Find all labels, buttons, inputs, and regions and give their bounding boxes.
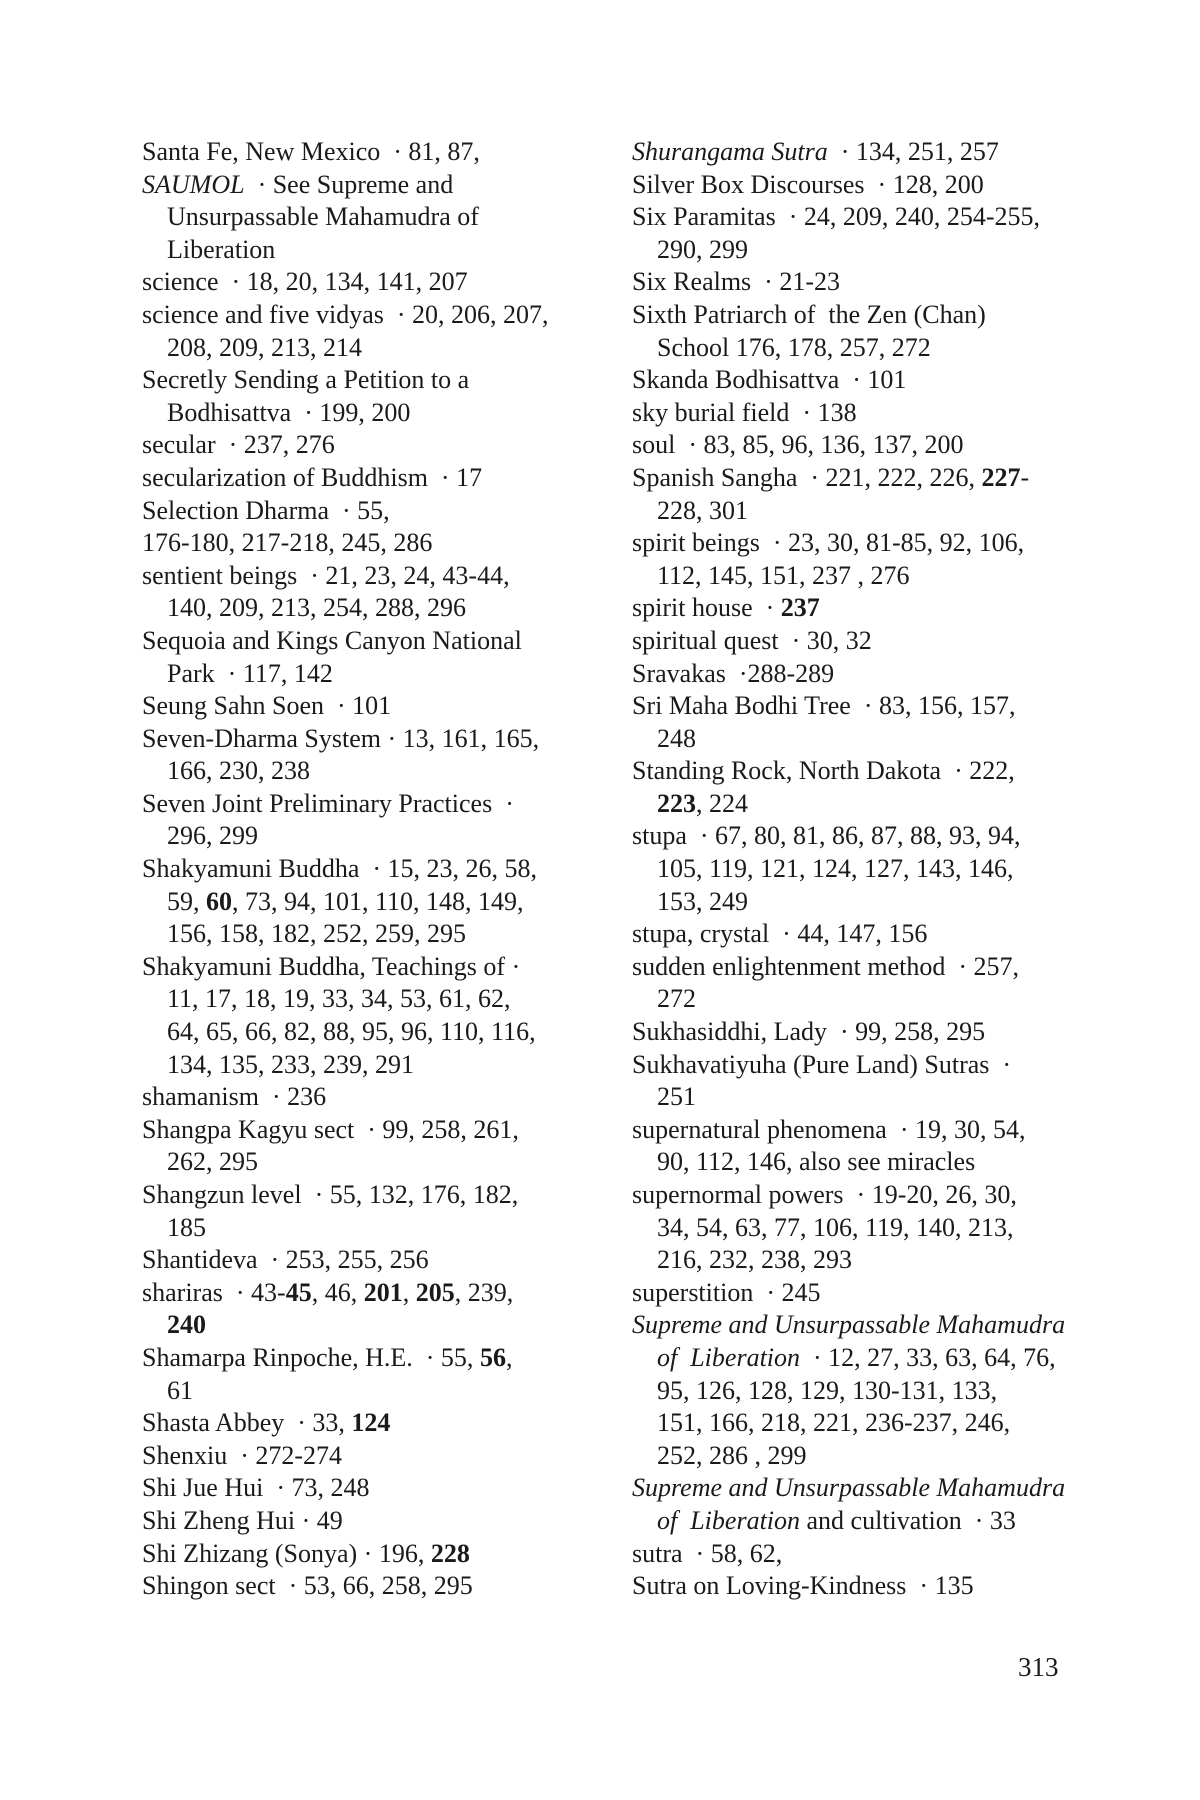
italic-title: of Liberation: [657, 1342, 801, 1372]
index-text: spiritual quest · 30, 32: [632, 625, 872, 655]
index-text: secular · 237, 276: [142, 430, 335, 460]
index-entry: [632, 364, 1152, 397]
index-entry-line: [632, 1407, 1152, 1440]
index-text: 90, 112, 146, also see miracles: [657, 1147, 976, 1177]
index-entry-line: [632, 1049, 1152, 1082]
index-text: Sukhasiddhi, Lady · 99, 258, 295: [632, 1017, 986, 1047]
index-text: 228, 301: [657, 495, 748, 525]
index-text: Silver Box Discourses · 128, 200: [632, 169, 984, 199]
index-entry-line: [632, 1244, 1152, 1277]
index-entry: [632, 1179, 1152, 1277]
index-entry-line: [142, 1049, 662, 1082]
index-entry-line: [632, 1212, 1152, 1245]
index-entry: [142, 690, 662, 723]
index-entry-line: [142, 1081, 662, 1114]
bold-page-ref: 223: [657, 788, 696, 818]
index-text: 251: [657, 1082, 696, 1112]
index-entry-line: [632, 1179, 1152, 1212]
index-column-left: [142, 136, 662, 1603]
index-text: Secretly Sending a Petition to a: [142, 365, 470, 395]
index-entry-line: [632, 1114, 1152, 1147]
index-entry: [632, 266, 1152, 299]
index-entry: [142, 723, 662, 788]
index-entry: [142, 1407, 662, 1440]
index-text: Standing Rock, North Dakota · 222,: [632, 756, 1015, 786]
index-text: ,: [402, 1277, 416, 1307]
index-text: Selection Dharma · 55,: [142, 495, 390, 525]
index-text: Shakyamuni Buddha · 15, 23, 26, 58,: [142, 854, 538, 884]
index-entry: [632, 299, 1152, 364]
bold-page-ref: 237: [780, 593, 820, 623]
index-text: 166, 230, 238: [167, 756, 310, 786]
index-entry: [632, 1309, 1152, 1472]
italic-title: Supreme and Unsurpassable Mahamudra: [632, 1310, 1066, 1340]
index-text: 105, 119, 121, 124, 127, 143, 146,: [657, 854, 1014, 884]
index-text: 290, 299: [657, 234, 748, 264]
index-text: Shenxiu · 272-274: [142, 1440, 343, 1470]
index-entry: [632, 527, 1152, 592]
index-entry-line: [142, 1440, 662, 1473]
index-entry: [142, 495, 662, 528]
index-entry: [632, 951, 1152, 1016]
index-entry: [142, 136, 662, 169]
index-text: Shi Jue Hui · 73, 248: [142, 1473, 370, 1503]
italic-title: SAUMOL: [142, 169, 245, 199]
index-entry-line: [632, 1570, 1152, 1603]
index-entry: [142, 853, 662, 951]
index-text: spirit house ·: [632, 593, 781, 623]
index-entry: [632, 592, 1152, 625]
index-entry: [142, 1440, 662, 1473]
index-entry-line: [632, 1277, 1152, 1310]
index-text: science and five vidyas · 20, 206, 207,: [142, 299, 549, 329]
index-text: , 239,: [454, 1277, 514, 1307]
index-text: Shakyamuni Buddha, Teachings of ·: [142, 951, 521, 981]
index-entry: [142, 1179, 662, 1244]
index-text: spirit beings · 23, 30, 81-85, 92, 106,: [632, 528, 1025, 558]
index-entry-line: [632, 1016, 1152, 1049]
index-text: Shi Zhizang (Sonya) · 196,: [142, 1538, 431, 1568]
bold-page-ref: 205: [415, 1277, 455, 1307]
index-text: 59,: [167, 886, 206, 916]
index-text: superstition · 245: [632, 1277, 821, 1307]
index-text: stupa, crystal · 44, 147, 156: [632, 919, 928, 949]
index-entry-line: [142, 853, 662, 886]
index-entry-line: [632, 560, 1152, 593]
index-text: sudden enlightenment method · 257,: [632, 951, 1020, 981]
index-entry-line: [142, 462, 662, 495]
index-text: · 12, 27, 33, 63, 64, 76,: [800, 1342, 1056, 1372]
index-entry: [142, 1277, 662, 1342]
index-entry-line: [142, 755, 662, 788]
index-entry-line: [632, 1505, 1152, 1538]
index-text: 61: [167, 1375, 193, 1405]
index-text: Sutra on Loving-Kindness · 135: [632, 1571, 974, 1601]
index-text: 95, 126, 128, 129, 130-131, 133,: [657, 1375, 998, 1405]
index-entry-line: [142, 397, 662, 430]
index-text: shamanism · 236: [142, 1082, 327, 1112]
index-entry-line: [142, 1342, 662, 1375]
index-entry-line: [632, 820, 1152, 853]
index-entry: [142, 1472, 662, 1505]
index-text: Sri Maha Bodhi Tree · 83, 156, 157,: [632, 691, 1016, 721]
index-entry: [632, 397, 1152, 430]
index-entry: [142, 1114, 662, 1179]
index-entry-line: [142, 723, 662, 756]
index-entry-line: [142, 1114, 662, 1147]
index-text: , 46,: [311, 1277, 364, 1307]
bold-page-ref: 240: [167, 1310, 206, 1340]
italic-title: of Liberation: [657, 1505, 801, 1535]
index-text: 64, 65, 66, 82, 88, 95, 96, 110, 116,: [167, 1017, 536, 1047]
index-entry-line: [142, 136, 662, 169]
index-text: Skanda Bodhisattva · 101: [632, 365, 907, 395]
index-entry-line: [142, 788, 662, 821]
index-entry: [142, 462, 662, 495]
index-text: Park · 117, 142: [167, 658, 333, 688]
index-entry-line: [142, 201, 662, 234]
index-text: Seven-Dharma System · 13, 161, 165,: [142, 723, 540, 753]
index-entry-line: [142, 169, 662, 202]
index-text: Shi Zheng Hui · 49: [142, 1505, 343, 1535]
index-text: science · 18, 20, 134, 141, 207: [142, 267, 468, 297]
index-entry-line: [632, 886, 1152, 919]
index-text: Shantideva · 253, 255, 256: [142, 1245, 429, 1275]
index-entry-line: [142, 690, 662, 723]
index-entry-line: [632, 853, 1152, 886]
index-text: 272: [657, 984, 696, 1014]
index-text: Seung Sahn Soen · 101: [142, 691, 392, 721]
index-entry: [632, 201, 1152, 266]
index-entry: [142, 1244, 662, 1277]
index-entry: [142, 364, 662, 429]
index-entry-line: [632, 429, 1152, 462]
index-text: Shangzun level · 55, 132, 176, 182,: [142, 1180, 519, 1209]
index-entry-line: [142, 1277, 662, 1310]
index-text: 140, 209, 213, 254, 288, 296: [167, 593, 466, 623]
index-entry-line: [142, 234, 662, 267]
index-entry-line: [142, 918, 662, 951]
index-entry: [142, 1538, 662, 1571]
index-entry: [632, 755, 1152, 820]
index-entry: [632, 1472, 1152, 1537]
index-entry: [632, 1016, 1152, 1049]
bold-page-ref: 201: [363, 1277, 403, 1307]
index-text: 216, 232, 238, 293: [657, 1245, 852, 1275]
index-text: Bodhisattva · 199, 200: [167, 397, 411, 427]
index-text: Liberation: [167, 234, 276, 264]
index-entry-line: [142, 625, 662, 658]
index-entry-line: [632, 1440, 1152, 1473]
index-entry-line: [142, 429, 662, 462]
bold-page-ref: 227: [981, 462, 1021, 492]
index-entry-line: [142, 1538, 662, 1571]
index-entry: [632, 429, 1152, 462]
index-entry-line: [632, 169, 1152, 202]
index-text: 151, 166, 218, 221, 236-237, 246,: [657, 1408, 1011, 1438]
bold-page-ref: 124: [351, 1408, 391, 1438]
index-text: 34, 54, 63, 77, 106, 119, 140, 213,: [657, 1212, 1014, 1242]
index-entry: [632, 820, 1152, 918]
index-entry-line: [142, 332, 662, 365]
index-text: secularization of Buddhism · 17: [142, 462, 483, 492]
index-entry-line: [142, 1570, 662, 1603]
index-entry-line: [632, 1375, 1152, 1408]
index-entry: [142, 429, 662, 462]
index-text: Shangpa Kagyu sect · 99, 258, 261,: [142, 1114, 519, 1144]
index-text: Shasta Abbey · 33,: [142, 1408, 352, 1438]
index-entry-line: [632, 364, 1152, 397]
index-text: Six Realms · 21-23: [632, 267, 840, 297]
index-text: Santa Fe, New Mexico · 81, 87,: [142, 137, 480, 166]
index-entry-line: [632, 723, 1152, 756]
index-entry-line: [142, 1016, 662, 1049]
index-entry-line: [632, 136, 1152, 169]
italic-title: Shurangama Sutra: [632, 137, 828, 166]
index-text: , 73, 94, 101, 110, 148, 149,: [232, 886, 524, 916]
index-entry-line: [142, 886, 662, 919]
index-text: · See Supreme and: [244, 169, 454, 199]
index-entry-line: [632, 1146, 1152, 1179]
index-entry-line: [632, 332, 1152, 365]
index-text: 156, 158, 182, 252, 259, 295: [167, 919, 466, 949]
index-text: 296, 299: [167, 821, 258, 851]
index-entry-line: [632, 951, 1152, 984]
index-text: · 134, 251, 257: [827, 137, 999, 166]
index-text: , 224: [696, 788, 748, 818]
index-entry-line: [632, 755, 1152, 788]
index-text: Spanish Sangha · 221, 222, 226,: [632, 462, 982, 492]
index-text: Unsurpassable Mahamudra of: [167, 202, 479, 232]
index-entry-line: [142, 658, 662, 691]
bold-page-ref: 56: [479, 1342, 506, 1372]
index-entry: [142, 560, 662, 625]
index-text: 11, 17, 18, 19, 33, 34, 53, 61, 62,: [167, 984, 511, 1014]
index-text: shariras · 43-: [142, 1277, 286, 1307]
index-entry: [632, 1277, 1152, 1310]
index-entry-line: [632, 1309, 1152, 1342]
index-entry-line: [142, 1146, 662, 1179]
index-text: Sukhavatiyuha (Pure Land) Sutras ·: [632, 1049, 1012, 1079]
index-entry: [142, 169, 662, 267]
index-entry: [142, 266, 662, 299]
index-text: stupa · 67, 80, 81, 86, 87, 88, 93, 94,: [632, 821, 1021, 851]
index-entry-line: [632, 527, 1152, 560]
index-entry-line: [632, 495, 1152, 528]
index-entry: [632, 690, 1152, 755]
index-entry-line: [142, 1212, 662, 1245]
index-entry-line: [142, 1505, 662, 1538]
index-text: soul · 83, 85, 96, 136, 137, 200: [632, 430, 964, 460]
index-text: Shingon sect · 53, 66, 258, 295: [142, 1571, 473, 1601]
index-text: 112, 145, 151, 237 , 276: [657, 560, 910, 590]
index-entry: [632, 625, 1152, 658]
index-text: Sravakas ·288-289: [632, 658, 835, 688]
index-entry-line: [632, 788, 1152, 821]
bold-page-ref: 228: [430, 1538, 470, 1568]
index-entry-line: [142, 592, 662, 625]
index-entry: [632, 1114, 1152, 1179]
index-text: 185: [167, 1212, 206, 1242]
index-entry-line: [632, 690, 1152, 723]
italic-title: Supreme and Unsurpassable Mahamudra: [632, 1473, 1066, 1503]
index-entry-line: [142, 527, 662, 560]
index-text: Six Paramitas · 24, 209, 240, 254-255,: [632, 202, 1041, 232]
bold-page-ref: 60: [206, 886, 232, 916]
index-entry-line: [632, 625, 1152, 658]
index-entry-line: [632, 201, 1152, 234]
index-entry-line: [142, 1375, 662, 1408]
index-text: -: [1020, 462, 1030, 492]
index-entry-line: [142, 495, 662, 528]
index-text: School 176, 178, 257, 272: [657, 332, 931, 362]
index-entry-line: [632, 1472, 1152, 1505]
index-text: ,: [505, 1342, 513, 1372]
index-entry-line: [142, 560, 662, 593]
index-entry: [142, 1342, 662, 1407]
index-entry: [632, 1570, 1152, 1603]
index-entry-line: [632, 299, 1152, 332]
index-entry: [142, 1081, 662, 1114]
index-text: 176-180, 217-218, 245, 286: [142, 528, 433, 558]
index-entry-line: [632, 1538, 1152, 1571]
index-text: sky burial field · 138: [632, 397, 857, 427]
index-entry-line: [142, 1309, 662, 1342]
index-text: 153, 249: [657, 886, 748, 916]
index-entry: [142, 951, 662, 1081]
index-entry-line: [142, 983, 662, 1016]
index-entry-line: [632, 234, 1152, 267]
index-text: 208, 209, 213, 214: [167, 332, 362, 362]
index-entry-line: [632, 397, 1152, 430]
index-entry-line: [632, 1081, 1152, 1114]
index-entry: [142, 1570, 662, 1603]
index-entry: [632, 918, 1152, 951]
index-entry-line: [632, 918, 1152, 951]
index-entry-line: [142, 1244, 662, 1277]
index-entry-line: [632, 462, 1152, 495]
index-text: Sequoia and Kings Canyon National: [142, 625, 522, 655]
index-entry: [142, 527, 662, 560]
index-text: 248: [657, 723, 696, 753]
index-text: and cultivation · 33: [800, 1505, 1016, 1535]
index-entry-line: [142, 1472, 662, 1505]
index-text: supernormal powers · 19-20, 26, 30,: [632, 1180, 1017, 1209]
index-text: supernatural phenomena · 19, 30, 54,: [632, 1114, 1026, 1144]
index-entry: [142, 625, 662, 690]
index-entry-line: [632, 1342, 1152, 1375]
index-entry-line: [632, 266, 1152, 299]
index-text: sentient beings · 21, 23, 24, 43-44,: [142, 560, 510, 590]
index-text: Seven Joint Preliminary Practices ·: [142, 788, 514, 818]
index-text: sutra · 58, 62,: [632, 1538, 783, 1568]
bold-page-ref: 45: [285, 1277, 312, 1307]
index-entry: [632, 462, 1152, 527]
index-entry-line: [142, 1407, 662, 1440]
index-entry: [142, 299, 662, 364]
index-text: 252, 286 , 299: [657, 1440, 807, 1470]
index-text: Shamarpa Rinpoche, H.E. · 55,: [142, 1342, 480, 1372]
page-number: 313: [1018, 1652, 1059, 1682]
index-entry-line: [632, 592, 1152, 625]
index-entry-line: [632, 658, 1152, 691]
index-entry: [632, 658, 1152, 691]
index-text: 262, 295: [167, 1147, 258, 1177]
index-entry-line: [142, 364, 662, 397]
index-text: Sixth Patriarch of the Zen (Chan): [632, 299, 986, 329]
index-entry: [142, 1505, 662, 1538]
index-entry-line: [632, 983, 1152, 1016]
index-entry: [142, 788, 662, 853]
index-entry: [632, 1049, 1152, 1114]
index-entry: [632, 136, 1152, 169]
index-entry: [632, 1538, 1152, 1571]
index-entry-line: [142, 820, 662, 853]
index-entry: [632, 169, 1152, 202]
index-entry-line: [142, 1179, 662, 1212]
index-entry-line: [142, 299, 662, 332]
index-column-right: [632, 136, 1152, 1603]
index-entry-line: [142, 266, 662, 299]
index-text: 134, 135, 233, 239, 291: [167, 1049, 414, 1079]
index-entry-line: [142, 951, 662, 984]
